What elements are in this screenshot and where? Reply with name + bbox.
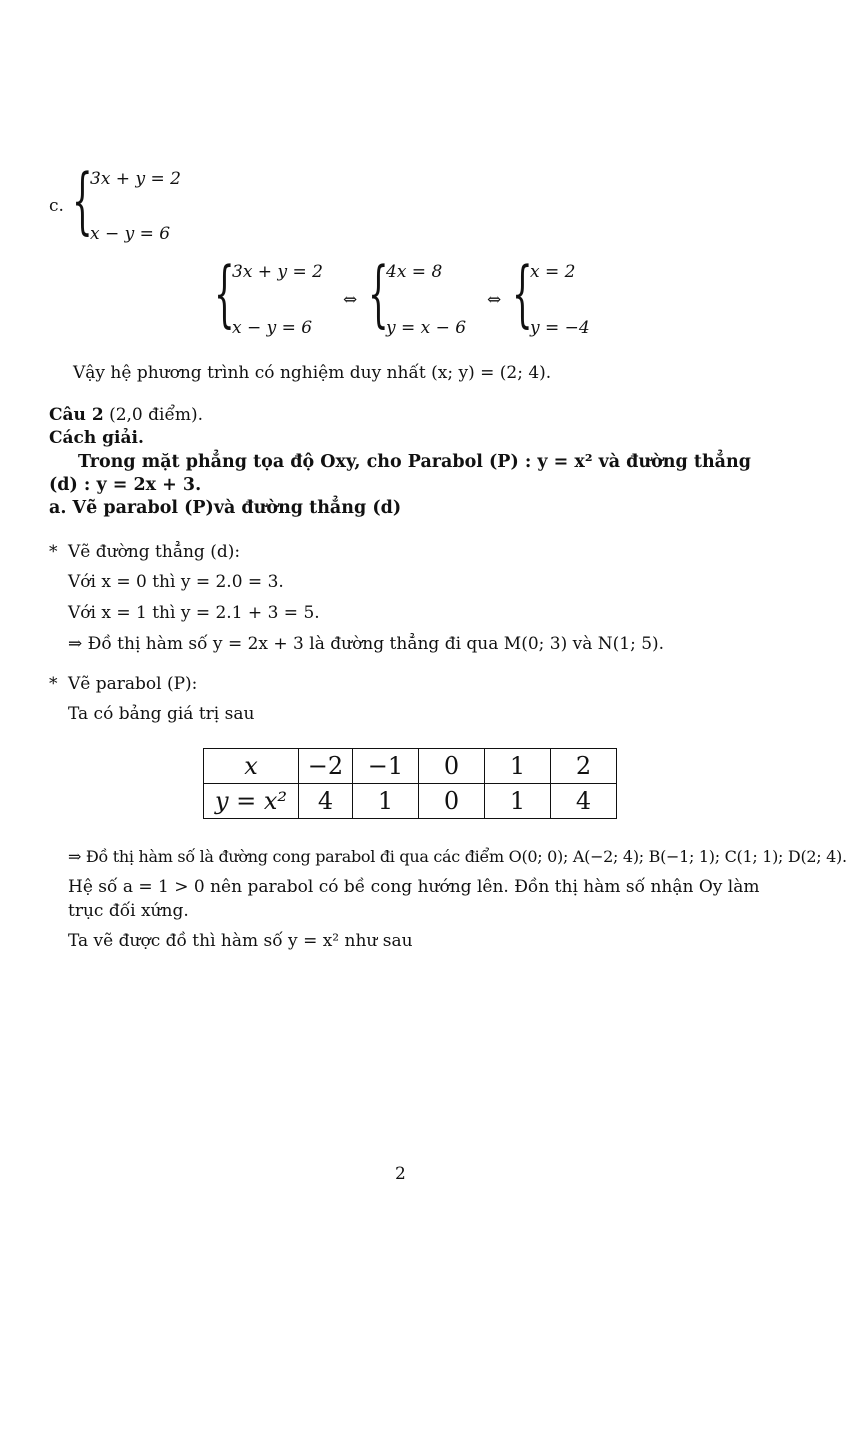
line-d-step2: Với x = 1 thì y = 2.1 + 3 = 5. [68, 603, 320, 623]
problem-line-1: Trong mặt phẳng tọa độ Oxy, cho Parabol (P) : y = x² và đường thẳng [78, 452, 751, 472]
step2-eq2: y = x − 6 [386, 318, 467, 338]
parabola-note-2: trục đối xứng. [68, 901, 189, 921]
table-cell: y = x² [204, 784, 299, 819]
table-cell: 4 [551, 784, 617, 819]
step1-eq1: 3x + y = 2 [232, 262, 323, 282]
brace-step1: { [214, 251, 235, 335]
table-cell: −1 [353, 749, 419, 784]
line-d-title: Vẽ đường thẳng (d): [68, 542, 241, 562]
parabola-title: Vẽ parabol (P): [68, 674, 198, 694]
brace-system: { [72, 158, 93, 242]
table-cell: 1 [485, 784, 551, 819]
table-intro: Ta có bảng giá trị sau [68, 704, 255, 724]
table-row-y [204, 784, 617, 819]
question-points: (2,0 điểm). [109, 405, 204, 425]
line-d-conclusion: ⇒ Đồ thị hàm số y = 2x + 3 là đường thẳng đi qua M(0; 3) và N(1; 5). [68, 634, 665, 654]
table-row-x [204, 749, 617, 784]
step1-eq2: x − y = 6 [232, 318, 313, 338]
page-number: 2 [395, 1164, 406, 1184]
method-heading: Cách giải. [49, 428, 144, 448]
system-eq2: x − y = 6 [90, 224, 171, 244]
conclusion-c: Vậy hệ phương trình có nghiệm duy nhất (x; y) = (2; 4). [73, 363, 552, 383]
bullet-parabola: * [49, 674, 58, 694]
bullet-line: * [49, 542, 58, 562]
part-a-heading: a. Vẽ parabol (P)và đường thẳng (d) [49, 498, 402, 518]
question-header [49, 407, 203, 424]
part-label: c. [49, 196, 64, 216]
parabola-conclusion: ⇒ Đồ thị hàm số là đường cong parabol đi qua các điểm O(0; 0); A(−2; 4); B(−1; 1); C(1; 1); D(2; 4). [68, 847, 847, 866]
question-title: Câu 2 [49, 405, 104, 425]
value-table [203, 748, 617, 819]
equiv-arrow-1: ⇔ [343, 290, 358, 310]
equiv-arrow-2: ⇔ [487, 290, 502, 310]
table-cell: −2 [299, 749, 353, 784]
parabola-final: Ta vẽ được đồ thì hàm số y = x² như sau [68, 931, 413, 951]
system-eq1: 3x + y = 2 [90, 169, 181, 189]
table-cell: 4 [299, 784, 353, 819]
table-cell: 1 [485, 749, 551, 784]
problem-line-2: (d) : y = 2x + 3. [49, 475, 202, 495]
line-d-step1: Với x = 0 thì y = 2.0 = 3. [68, 572, 284, 592]
brace-step3: { [512, 251, 533, 335]
table-cell: 2 [551, 749, 617, 784]
brace-step2: { [368, 251, 389, 335]
table-cell: 1 [353, 784, 419, 819]
parabola-note-1: Hệ số a = 1 > 0 nên parabol có bề cong hướng lên. Đồn thị hàm số nhận Oy làm [68, 877, 760, 897]
step3-eq1: x = 2 [530, 262, 576, 282]
table-cell: 0 [419, 749, 485, 784]
step2-eq1: 4x = 8 [386, 262, 443, 282]
table-cell: x [204, 749, 299, 784]
step3-eq2: y = −4 [530, 318, 590, 338]
table-cell: 0 [419, 784, 485, 819]
